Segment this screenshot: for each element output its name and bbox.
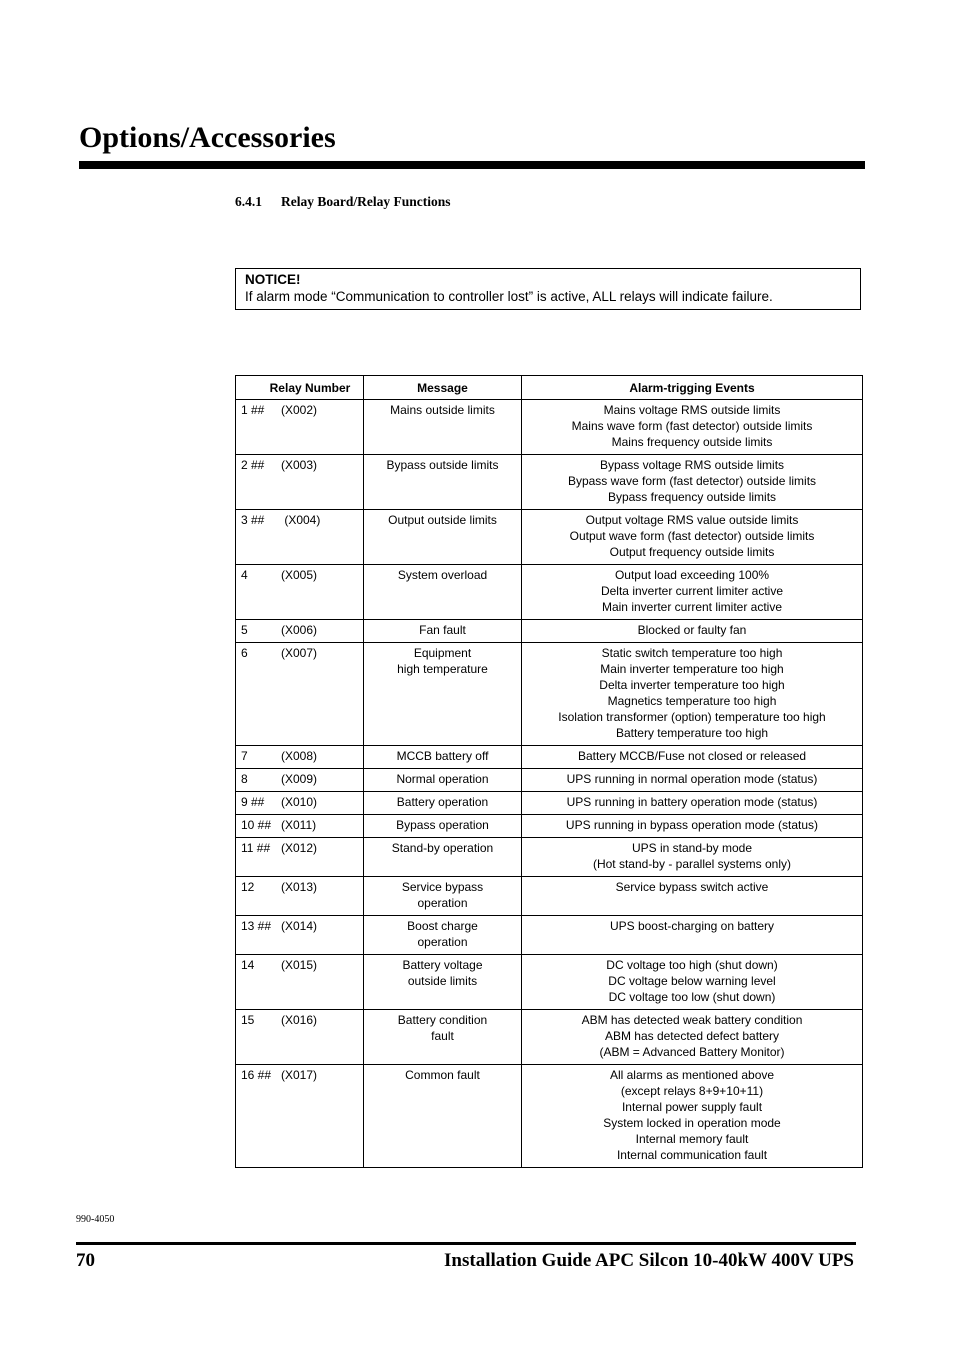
relay-number: 7 bbox=[241, 749, 248, 763]
events-cell bbox=[522, 455, 863, 510]
table-row bbox=[236, 955, 863, 1010]
events-cell bbox=[522, 510, 863, 565]
relay-connector: (X003) bbox=[281, 458, 318, 472]
events-cell bbox=[522, 955, 863, 1010]
table-header-row bbox=[236, 376, 863, 400]
message-cell bbox=[364, 1010, 522, 1065]
message-cell bbox=[364, 400, 522, 455]
relay-connector: (X010) bbox=[281, 795, 318, 809]
relay-connector: (X008) bbox=[281, 749, 318, 763]
event-line: Service bypass switch active bbox=[615, 880, 769, 894]
title-rule bbox=[79, 161, 865, 169]
event-line: UPS in stand-by mode bbox=[631, 841, 753, 855]
relay-number: 16 ## bbox=[241, 1068, 272, 1082]
event-line: Main inverter temperature too high bbox=[600, 662, 784, 676]
events-cell bbox=[522, 1010, 863, 1065]
relay-number-cell bbox=[236, 838, 364, 877]
footer-title: Installation Guide APC Silcon 10-40kW 400V UPS bbox=[444, 1250, 854, 1271]
event-line: Bypass voltage RMS outside limits bbox=[599, 458, 785, 472]
relay-number-cell bbox=[236, 565, 364, 620]
relay-number: 12 bbox=[241, 880, 255, 894]
relay-connector: (X011) bbox=[281, 818, 317, 832]
table-row bbox=[236, 746, 863, 769]
relay-number: 1 ## bbox=[241, 403, 265, 417]
header-alarm-events: Alarm-trigging Events bbox=[522, 376, 863, 400]
header-relay-number: Relay Number bbox=[236, 376, 364, 400]
relay-number: 2 ## bbox=[241, 458, 265, 472]
footer-rule bbox=[76, 1242, 856, 1245]
relay-connector: (X009) bbox=[281, 772, 318, 786]
relay-number-cell bbox=[236, 792, 364, 815]
table-row bbox=[236, 565, 863, 620]
message-line: Common fault bbox=[405, 1068, 480, 1082]
relay-number: 3 ## bbox=[241, 513, 265, 527]
relay-number-cell bbox=[236, 877, 364, 916]
relay-number-cell bbox=[236, 1065, 364, 1168]
message-line: Stand-by operation bbox=[391, 841, 494, 855]
message-cell bbox=[364, 916, 522, 955]
table-row bbox=[236, 877, 863, 916]
event-line: UPS boost-charging on battery bbox=[609, 919, 775, 933]
table-row bbox=[236, 792, 863, 815]
relay-functions-table bbox=[235, 375, 863, 1168]
message-line: Normal operation bbox=[396, 772, 489, 786]
message-line: Bypass operation bbox=[396, 818, 489, 832]
message-line: Bypass outside limits bbox=[386, 458, 499, 472]
message-line: Output outside limits bbox=[388, 513, 497, 527]
event-line: DC voltage below warning level bbox=[608, 974, 776, 988]
event-line: ABM has detected weak battery condition bbox=[581, 1013, 803, 1027]
relay-number: 4 bbox=[241, 568, 248, 582]
message-line: fault bbox=[431, 1029, 454, 1043]
relay-number-cell bbox=[236, 643, 364, 746]
events-cell bbox=[522, 620, 863, 643]
header-message: Message bbox=[364, 376, 522, 400]
relay-number-cell bbox=[236, 620, 364, 643]
message-line: Mains outside limits bbox=[390, 403, 495, 417]
table-row bbox=[236, 1010, 863, 1065]
event-line: Mains wave form (fast detector) outside limits bbox=[571, 419, 813, 433]
relay-number: 11 ## bbox=[241, 841, 271, 855]
events-cell bbox=[522, 565, 863, 620]
event-line: (except relays 8+9+10+11) bbox=[620, 1084, 764, 1098]
event-line: All alarms as mentioned above bbox=[609, 1068, 775, 1082]
section-title: Relay Board/Relay Functions bbox=[281, 194, 451, 209]
events-cell bbox=[522, 877, 863, 916]
message-cell bbox=[364, 620, 522, 643]
event-line: DC voltage too high (shut down) bbox=[606, 958, 778, 972]
events-cell bbox=[522, 400, 863, 455]
notice-box bbox=[235, 268, 861, 310]
relay-number-cell bbox=[236, 1010, 364, 1065]
document-number: 990-4050 bbox=[76, 1214, 115, 1225]
relay-number: 6 bbox=[241, 646, 248, 660]
message-cell bbox=[364, 565, 522, 620]
event-line: ABM has detected defect battery bbox=[604, 1029, 780, 1043]
message-line: Equipment bbox=[413, 646, 472, 660]
message-cell bbox=[364, 510, 522, 565]
message-line: System overload bbox=[397, 568, 488, 582]
events-cell bbox=[522, 643, 863, 746]
event-line: UPS running in bypass operation mode (status) bbox=[565, 818, 819, 832]
table-row bbox=[236, 455, 863, 510]
table-row bbox=[236, 400, 863, 455]
relay-connector: (X002) bbox=[281, 403, 318, 417]
chapter-title: Options/Accessories bbox=[79, 121, 336, 154]
message-cell bbox=[364, 769, 522, 792]
event-line: DC voltage too low (shut down) bbox=[608, 990, 776, 1004]
event-line: Bypass frequency outside limits bbox=[607, 490, 777, 504]
message-line: MCCB battery off bbox=[396, 749, 489, 763]
relay-connector: (X004) bbox=[281, 513, 321, 527]
event-line: Bypass wave form (fast detector) outside limits bbox=[567, 474, 817, 488]
message-cell bbox=[364, 746, 522, 769]
relay-number-cell bbox=[236, 769, 364, 792]
relay-number: 15 bbox=[241, 1013, 255, 1027]
relay-connector: (X012) bbox=[281, 841, 318, 855]
event-line: Blocked or faulty fan bbox=[637, 623, 747, 637]
message-line: Fan fault bbox=[419, 623, 466, 637]
notice-title: NOTICE! bbox=[245, 272, 301, 287]
event-line: System locked in operation mode bbox=[603, 1116, 781, 1130]
message-line: outside limits bbox=[407, 974, 478, 988]
message-cell bbox=[364, 877, 522, 916]
events-cell bbox=[522, 838, 863, 877]
event-line: Internal communication fault bbox=[616, 1148, 768, 1162]
event-line: Output frequency outside limits bbox=[609, 545, 775, 559]
events-cell bbox=[522, 916, 863, 955]
message-line: Battery operation bbox=[396, 795, 489, 809]
relay-connector: (X006) bbox=[281, 623, 318, 637]
events-cell bbox=[522, 815, 863, 838]
events-cell bbox=[522, 769, 863, 792]
event-line: Output voltage RMS value outside limits bbox=[585, 513, 799, 527]
event-line: Internal power supply fault bbox=[621, 1100, 763, 1114]
event-line: UPS running in battery operation mode (status) bbox=[566, 795, 818, 809]
message-cell bbox=[364, 455, 522, 510]
message-line: high temperature bbox=[397, 662, 488, 676]
relay-number-cell bbox=[236, 746, 364, 769]
message-cell bbox=[364, 838, 522, 877]
message-cell bbox=[364, 643, 522, 746]
message-cell bbox=[364, 955, 522, 1010]
event-line: (Hot stand-by - parallel systems only) bbox=[592, 857, 792, 871]
events-cell bbox=[522, 1065, 863, 1168]
message-cell bbox=[364, 792, 522, 815]
event-line: Main inverter current limiter active bbox=[601, 600, 783, 614]
section-heading bbox=[235, 194, 451, 210]
message-line: Battery voltage bbox=[402, 958, 483, 972]
event-line: Battery temperature too high bbox=[615, 726, 769, 740]
message-cell bbox=[364, 815, 522, 838]
table-row bbox=[236, 1065, 863, 1168]
relay-number: 14 bbox=[241, 958, 255, 972]
relay-connector: (X017) bbox=[281, 1068, 318, 1082]
relay-connector: (X007) bbox=[281, 646, 318, 660]
relay-connector: (X015) bbox=[281, 958, 318, 972]
relay-number: 8 bbox=[241, 772, 248, 786]
event-line: Battery MCCB/Fuse not closed or released bbox=[577, 749, 807, 763]
relay-number: 13 ## bbox=[241, 919, 272, 933]
table-row bbox=[236, 643, 863, 746]
message-line: Boost charge bbox=[407, 919, 478, 933]
event-line: Output load exceeding 100% bbox=[614, 568, 770, 582]
relay-connector: (X014) bbox=[281, 919, 318, 933]
events-cell bbox=[522, 746, 863, 769]
relay-number-cell bbox=[236, 955, 364, 1010]
event-line: Isolation transformer (option) temperature too high bbox=[558, 710, 826, 724]
message-line: operation bbox=[417, 896, 468, 910]
table-row bbox=[236, 815, 863, 838]
relay-number: 5 bbox=[241, 623, 248, 637]
relay-number-cell bbox=[236, 815, 364, 838]
message-cell bbox=[364, 1065, 522, 1168]
table-row bbox=[236, 510, 863, 565]
event-line: Magnetics temperature too high bbox=[607, 694, 777, 708]
table-row bbox=[236, 769, 863, 792]
message-line: Battery condition bbox=[397, 1013, 488, 1027]
event-line: Delta inverter current limiter active bbox=[600, 584, 784, 598]
event-line: Delta inverter temperature too high bbox=[599, 678, 785, 692]
table-row bbox=[236, 916, 863, 955]
relay-number-cell bbox=[236, 510, 364, 565]
event-line: (ABM = Advanced Battery Monitor) bbox=[599, 1045, 785, 1059]
notice-text: If alarm mode “Communication to controller lost” is active, ALL relays will indicate failure. bbox=[245, 289, 773, 304]
relay-number: 10 ## bbox=[241, 818, 272, 832]
relay-number-cell bbox=[236, 916, 364, 955]
relay-number: 9 ## bbox=[241, 795, 265, 809]
relay-number-cell bbox=[236, 400, 364, 455]
message-line: operation bbox=[417, 935, 468, 949]
event-line: Static switch temperature too high bbox=[601, 646, 783, 660]
relay-connector: (X016) bbox=[281, 1013, 318, 1027]
event-line: Mains voltage RMS outside limits bbox=[603, 403, 781, 417]
table-row bbox=[236, 620, 863, 643]
event-line: UPS running in normal operation mode (status) bbox=[566, 772, 818, 786]
message-line: Service bypass bbox=[401, 880, 484, 894]
relay-number-cell bbox=[236, 455, 364, 510]
page-number: 70 bbox=[76, 1250, 95, 1271]
relay-connector: (X013) bbox=[281, 880, 318, 894]
relay-connector: (X005) bbox=[281, 568, 318, 582]
event-line: Internal memory fault bbox=[635, 1132, 749, 1146]
events-cell bbox=[522, 792, 863, 815]
section-number: 6.4.1 bbox=[235, 194, 262, 209]
event-line: Output wave form (fast detector) outside limits bbox=[569, 529, 815, 543]
table-row bbox=[236, 838, 863, 877]
event-line: Mains frequency outside limits bbox=[611, 435, 773, 449]
